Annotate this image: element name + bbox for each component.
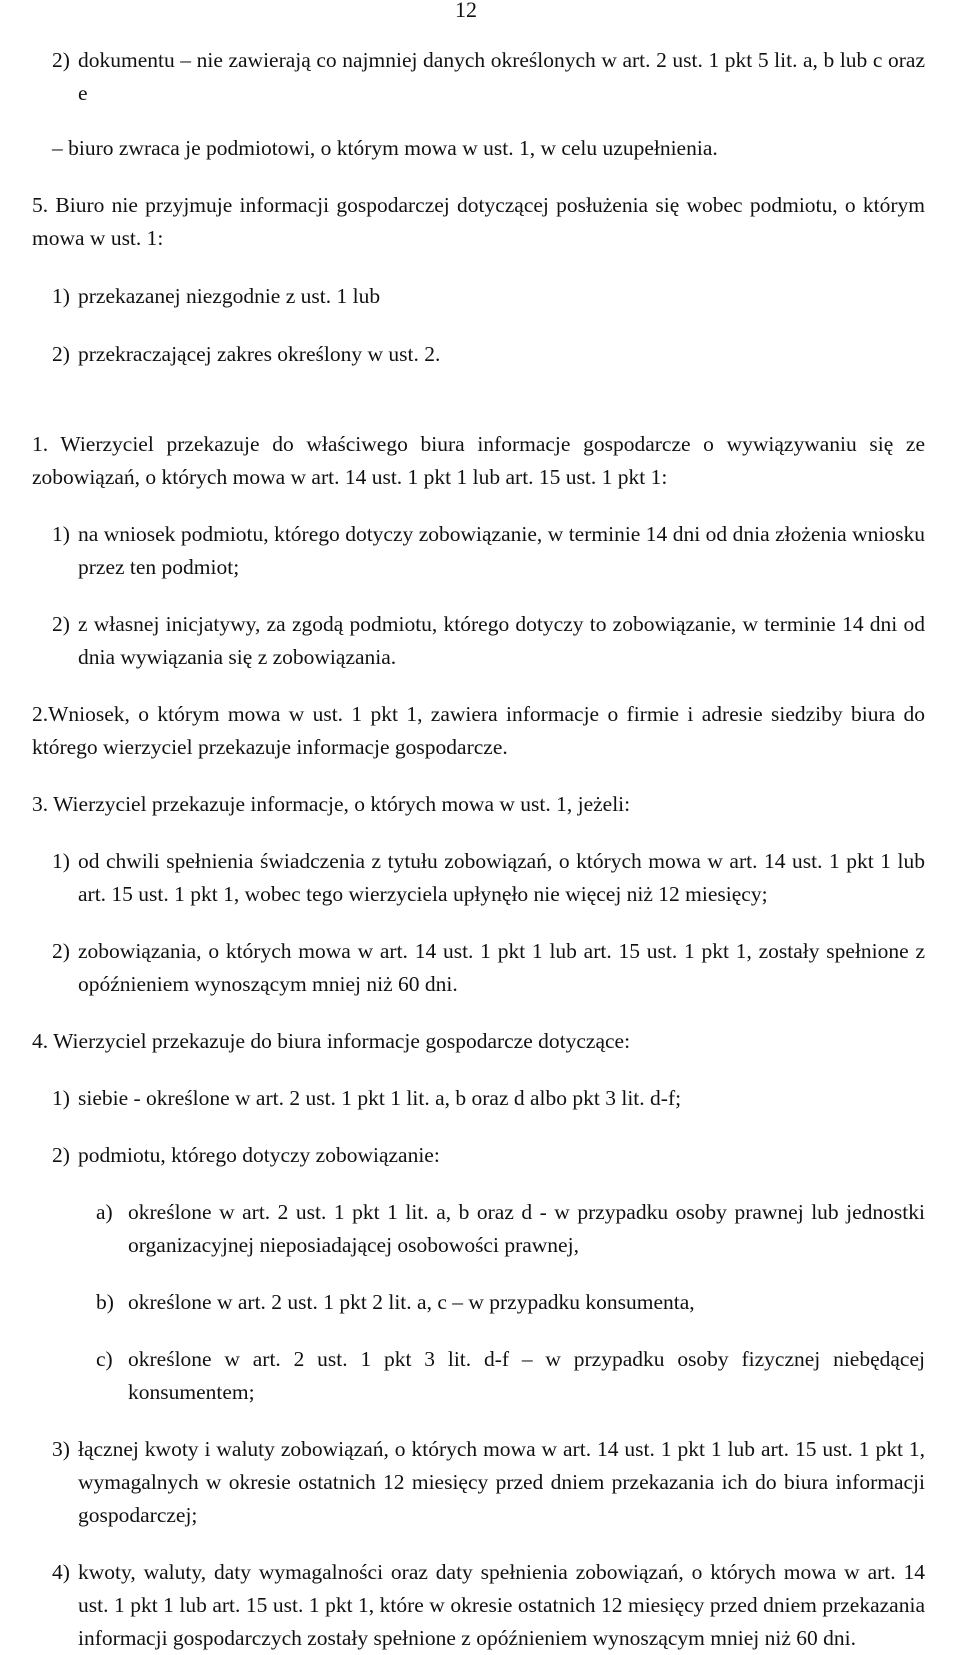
sub-item-text: określone w art. 2 ust. 1 pkt 2 lit. a, c – w przypadku konsumenta, [128,1290,695,1314]
item-label: 1) [52,284,70,308]
list-item [32,1082,925,1115]
sub-item-label: a) [96,1200,113,1224]
item-text: przekazanej niezgodnie z ust. 1 lub [78,284,381,308]
list-item [32,518,925,584]
sub-item-text: określone w art. 2 ust. 1 pkt 3 lit. d-f – w przypadku osoby fizycznej niebędącej konsumentem; [128,1347,925,1404]
document-body [32,44,925,1655]
section-label: 2. [32,702,49,726]
section-paragraph [32,698,925,764]
list-item [32,1139,925,1172]
item-text: siebie - określone w art. 2 ust. 1 pkt 1 lit. a, b oraz d albo pkt 3 lit. d-f; [78,1086,682,1110]
item-label: 2) [52,1143,70,1167]
item-label: 4) [52,1560,70,1584]
list-item [32,1556,925,1655]
list-item [32,845,925,911]
sub-item-label: b) [96,1290,114,1314]
list-item [32,338,925,371]
sub-item-text: określone w art. 2 ust. 1 pkt 1 lit. a, b oraz d - w przypadku osoby prawnej lub jednostki organizacyjnej nieposiadającej osobowości prawnej, [128,1200,925,1257]
section-text: Biuro nie przyjmuje informacji gospodarczej dotyczącej posłużenia się wobec podmiotu, o którym mowa w ust. 1: [32,193,925,250]
section-label: 1. [32,432,49,456]
list-item [32,608,925,674]
paragraph-text: – biuro zwraca je podmiotowi, o którym mowa w ust. 1, w celu uzupełnienia. [52,136,718,160]
list-item [32,280,925,313]
section-label: 4. [32,1029,49,1053]
item-label: 1) [52,522,70,546]
section-text: Wniosek, o którym mowa w ust. 1 pkt 1, zawiera informacje o firmie i adresie siedziby biura do którego wierzyciel przekazuje informacje gospodarcze. [32,702,925,759]
item-text: podmiotu, którego dotyczy zobowiązanie: [78,1143,440,1167]
item-text: na wniosek podmiotu, którego dotyczy zobowiązanie, w terminie 14 dni od dnia złożenia wniosku przez ten podmiot; [78,522,925,579]
page-number: 12 [455,0,477,22]
section-text: Wierzyciel przekazuje informacje, o których mowa w ust. 1, jeżeli: [53,792,631,816]
sub-list-item [32,1286,925,1319]
section-label: 5. [32,193,49,217]
section-text: Wierzyciel przekazuje do biura informacje gospodarcze dotyczące: [53,1029,631,1053]
item-text: zobowiązania, o których mowa w art. 14 ust. 1 pkt 1 lub art. 15 ust. 1 pkt 1, zostały spełnione z opóźnieniem wynoszącym mniej niż 60 dni. [78,939,925,996]
section-paragraph [32,428,925,494]
item-label: 2) [52,939,70,963]
sub-list-item [32,1196,925,1262]
section-paragraph [32,189,925,255]
paragraph [32,132,925,165]
item-text: z własnej inicjatywy, za zgodą podmiotu, którego dotyczy to zobowiązanie, w terminie 14 dni od dnia wywiązania się z zobowiązania. [78,612,925,669]
item-label: 2) [52,342,70,366]
list-item [32,935,925,1001]
item-text: przekraczającej zakres określony w ust. 2. [78,342,441,366]
item-text: łącznej kwoty i waluty zobowiązań, o których mowa w art. 14 ust. 1 pkt 1 lub art. 15 ust. 1 pkt 1, wymagalnych w okresie ostatnich 12 miesięcy przed dniem przekazania ich do biura informacji gospodarczej; [78,1437,925,1527]
list-item [32,1433,925,1532]
item-label: 2) [52,48,70,72]
item-label: 1) [52,849,70,873]
item-text: dokumentu – nie zawierają co najmniej danych określonych w art. 2 ust. 1 pkt 5 lit. a, b lub c oraz e [78,48,925,105]
item-text: kwoty, waluty, daty wymagalności oraz daty spełnienia zobowiązań, o których mowa w art. 14 ust. 1 pkt 1 lub art. 15 ust. 1 pkt 1, które w okresie ostatnich 12 miesięcy przed dniem przekazania informacji gospodarczych zostały spełnione z opóźnieniem wynoszącym mniej niż 60 dni. [78,1560,925,1650]
sub-list-item [32,1343,925,1409]
item-text: od chwili spełnienia świadczenia z tytułu zobowiązań, o których mowa w art. 14 ust. 1 pkt 1 lub art. 15 ust. 1 pkt 1, wobec tego wierzyciela upłynęło nie więcej niż 12 miesięcy; [78,849,925,906]
sub-item-label: c) [96,1347,113,1371]
section-label: 3. [32,792,49,816]
section-text: Wierzyciel przekazuje do właściwego biura informacje gospodarcze o wywiązywaniu się ze zobowiązań, o których mowa w art. 14 ust. 1 pkt 1 lub art. 15 ust. 1 pkt 1: [32,432,925,489]
list-item [32,44,925,110]
section-paragraph [32,1025,925,1058]
item-label: 3) [52,1437,70,1461]
item-label: 1) [52,1086,70,1110]
section-paragraph [32,788,925,821]
item-label: 2) [52,612,70,636]
